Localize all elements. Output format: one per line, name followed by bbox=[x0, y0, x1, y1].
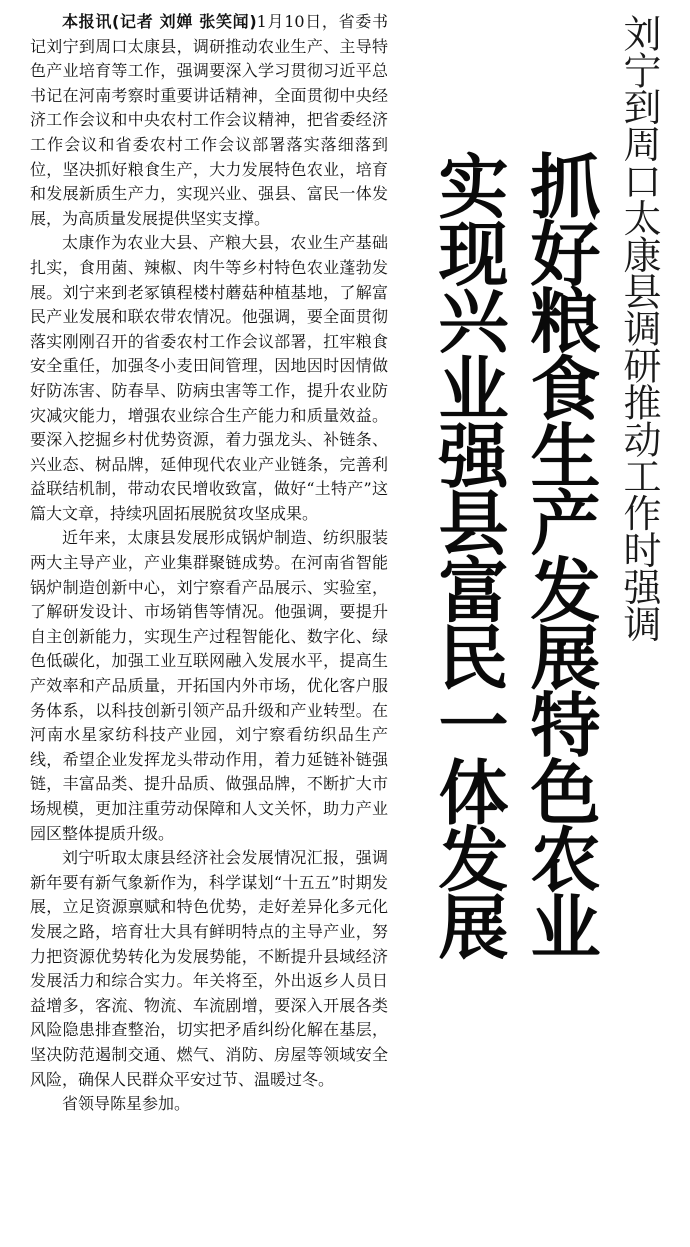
article-paragraph-4: 刘宁听取太康县经济社会发展情况汇报，强调新年要有新气象新作为，科学谋划“十五五”时期发展，立足资源禀赋和特色优势，走好差异化多元化发展之路，培育壮大具有鲜明特点的主导产业，努力把资源优势转化为发展势能，不断提升县域经济发展活力和综合实力。年关将至，外出返乡人员日益增多，客流、物流、车流剧增，要深入开展各类风险隐患排查整治，切实把矛盾纠纷化解在基层，坚决防范遏制交通、燃气、消防、房屋等领域安全风险，确保人民群众平安过节、温暖过冬。 bbox=[30, 848, 388, 1089]
byline: 本报讯(记者 刘婵 张笑闻) bbox=[62, 12, 257, 31]
article-paragraph-5: 省领导陈星参加。 bbox=[62, 1094, 191, 1114]
paragraph-text: 1月10日，省委书记刘宁到周口太康县，调研推动农业生产、主导特色产业培育等工作，强调要深入学习贯彻习近平总书记在河南考察时重要讲话精神，全面贯彻中央经济工作会议和中央农村工作会议精神，把省委经济工作会议和省委农村工作会议部署落实落细落到位，坚决抓好粮食生产，大力发展特色农业，培育和发展新质生产力，实现兴业、强县、富民一体发展，为高质量发展提供坚实支撑。 bbox=[30, 12, 388, 228]
main-headline-line-1: 抓好粮食生产发展特色农业 bbox=[519, 150, 601, 958]
article-paragraph-2: 太康作为农业大县、产粮大县，农业生产基础扎实，食用菌、辣椒、肉牛等乡村特色农业蓬勃发展。刘宁来到老冢镇程楼村蘑菇种植基地，了解富民产业发展和联农带农情况。他强调，要全面贯彻落实刚刚召开的省委农村工作会议部署，扛牢粮食安全重任，加强冬小麦田间管理，因地因时因情做好防冻害、防春旱、防病虫害等工作，提升农业防灾减灾能力，增强农业综合生产能力和质量效益。要深入挖掘乡村优势资源，着力强龙头、补链条、兴业态、树品牌，延伸现代农业产业链条，完善利益联结机制，带动农民增收致富，做好“土特产”这篇大文章，持续巩固拓展脱贫攻坚成果。 bbox=[30, 233, 388, 523]
article-body bbox=[30, 10, 388, 1117]
article-paragraph-3: 近年来，太康县发展形成锅炉制造、纺织服装两大主导产业，产业集群聚链成势。在河南省智能锅炉制造创新中心，刘宁察看产品展示、实验室，了解研发设计、市场销售等情况。他强调，要提升自主创新能力，实现生产过程智能化、数字化、绿色低碳化，加强工业互联网融入发展水平，提高生产效率和产品质量，开拓国内外市场，优化客户服务体系，以科技创新引领产品升级和产业转型。在河南水星家纺科技产业园，刘宁察看纺织品生产线，希望企业发挥龙头带动作用，着力延链补链强链，丰富品类、提升品质、做强品牌，不断扩大市场规模，更加注重劳动保障和人文关怀，助力产业园区整体提质升级。 bbox=[30, 528, 388, 843]
headline-area bbox=[400, 0, 690, 1247]
subheadline: 刘宁到周口太康县调研推动工作时强调 bbox=[617, 14, 661, 642]
main-headline-line-2: 实现兴业强县富民一体发展 bbox=[427, 150, 509, 958]
article-paragraph-1 bbox=[30, 10, 388, 231]
